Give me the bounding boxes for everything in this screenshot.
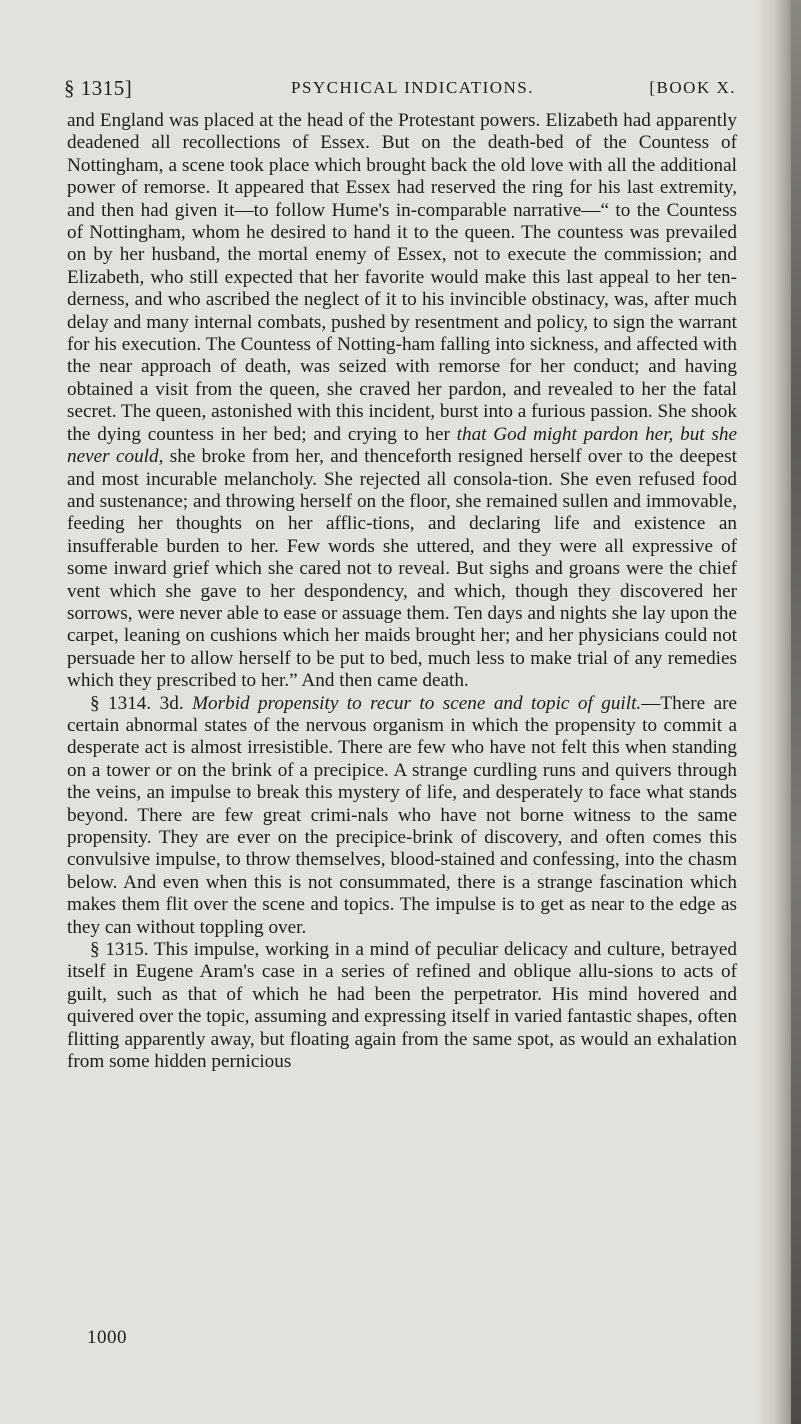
running-header [64, 76, 736, 104]
text-run: and England was placed at the head of the Protestant powers. Elizabeth had apparently deadened all recollections of Essex. But on the death-bed of the Countess of Nottingham, a scene took place which brought back the old love with all the additional power of remorse. It appeared that Essex had reserved the ring for his last extremity, and then had given it—to follow Hume's in-comparable narrative—“ to the Countess of Nottingham, whom he desired to hand it to the queen. The countess was prevailed on by her husband, the mortal enemy of Essex, not to execute the commission; and Elizabeth, who still expected that her favorite would make this last appeal to her ten-derness, and who ascribed the neglect of it to his invincible obstinacy, was, after much delay and many internal combats, pushed by resentment and policy, to sign the warrant for his execution. The Countess of Notting-ham falling into sickness, and affected with the near approach of death, was seized with remorse for her conduct; and having obtained a visit from the queen, she craved her pardon, and revealed to her the fatal secret. The queen, astonished with this incident, burst into a furious passion. She shook the dying countess in her bed; and crying to her [67, 110, 737, 445]
body-text [67, 110, 737, 1073]
header-section-number: § 1315] [64, 76, 133, 100]
text-run: —There are certain abnormal states of the nervous organism in which the propensity to commit a desperate act is almost irresistible. There are few who have not felt this when standing on a tower or on the brink of a precipice. A strange curdling runs and quivers through the veins, an impulse to break this mystery of life, and desperately to face what stands beyond. There are few great crimi-nals who have not borne witness to the same propensity. They are ever on the precipice-brink of discovery, and often comes this convulsive impulse, to throw themselves, blood-stained and confessing, into the chasm below. And even when this is not consummated, there is a strange fascination which makes them flit over the scene and topics. The impulse is to get as near to the edge as they can without toppling over. [67, 692, 737, 938]
paragraph-section-1314 [67, 693, 737, 939]
italic-text: Morbid propensity to recur to scene and topic of guilt. [192, 692, 642, 714]
header-book-number: [BOOK X. [649, 78, 736, 97]
page-number: 1000 [87, 1327, 127, 1348]
page-edge-shadow [755, 0, 801, 1424]
italic-text: that God might pardon her, but she never could, [67, 423, 737, 468]
paragraph-p1 [67, 110, 737, 693]
text-run: § 1314. 3d. [90, 692, 193, 714]
text-run: § 1315. This impulse, working in a mind of peculiar delicacy and culture, betrayed itself in Eugene Aram's case in a series of refined and oblique allu-sions to acts of guilt, such as that of which he had been the perpetrator. His mind hovered and quivered over the topic, assuming and expressing itself in varied fantastic shapes, often flitting apparently away, but floating again from the same spot, as would an exhalation from some hidden pernicious [67, 939, 737, 1073]
text-run: she broke from her, and thenceforth resigned herself over to the deepest and most incurable melancholy. She rejected all consola-tion. She even refused food and sustenance; and throwing herself on the floor, she remained sullen and immovable, feeding her thoughts on her afflic-tions, and declaring life and existence an insufferable burden to her. Few words she uttered, and they were all expressive of some inward grief which she cared not to reveal. But sighs and groans were the chief vent which she gave to her despondency, and which, though they discovered her sorrows, were never able to ease or assuage them. Ten days and nights she lay upon the carpet, leaning on cushions which her maids brought her; and her physicians could not persuade her to allow herself to be put to bed, much less to make trial of any remedies which they prescribed to her.” And then came death. [67, 446, 737, 692]
header-title: PSYCHICAL INDICATIONS. [291, 78, 534, 97]
paragraph-section-1315 [67, 939, 737, 1073]
